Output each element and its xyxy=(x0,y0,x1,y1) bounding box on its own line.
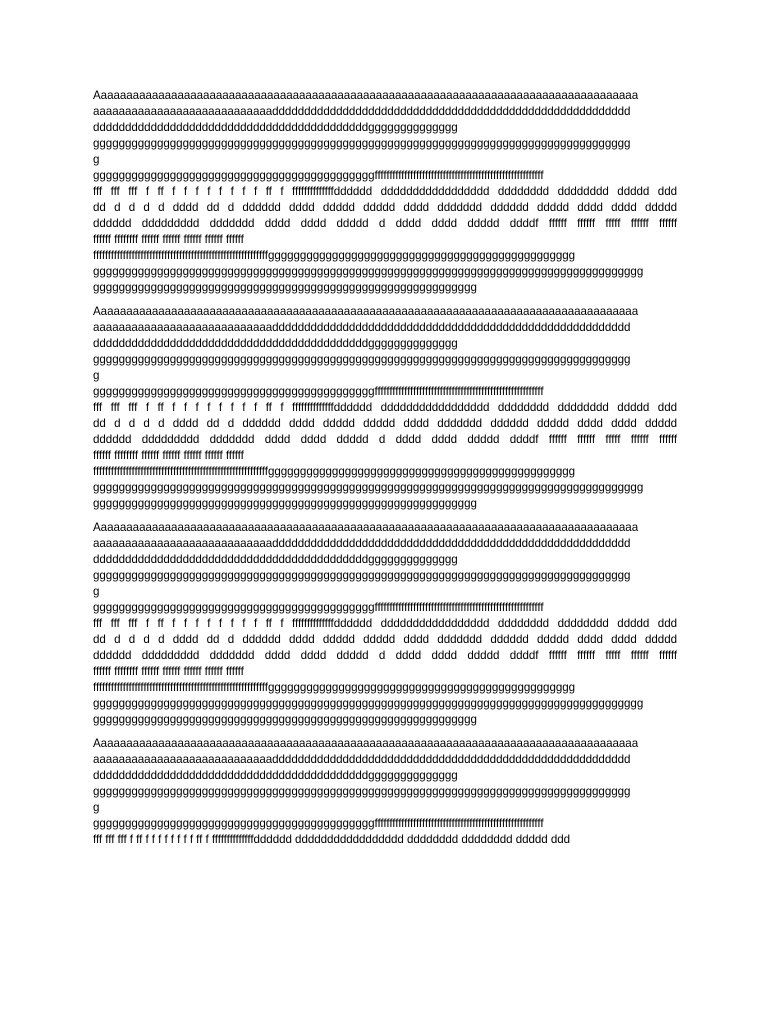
text-line: ggggggggggggggggggggggggggggggggggggggggggggfffffffffffffffffffffffffffffffffffffffffffffffffffffffff xyxy=(93,169,544,182)
text-line: gggggggggggggggggggggggggggggggggggggggggggggggggggggggggggggggggggggggggggggggggggg xyxy=(93,785,631,798)
text-line: gggggggggggggggggggggggggggggggggggggggggggggggggggggggggggggggggggggggggggggggggggggg xyxy=(93,265,644,278)
text-line: fff fff fff f ff f f f f f f f f ff f ffffffffffffffdddddd ddddddddddddddddd dddddddd dddddddd ddddd ddd xyxy=(93,185,677,198)
text-line: ggggggggggggggggggggggggggggggggggggggggggggfffffffffffffffffffffffffffffffffffffffffffffffffffffffff xyxy=(93,601,544,614)
text-line: dddddddddddddddddddddddddddddddddddddddddddgggggggggggggg xyxy=(93,553,458,566)
paragraph xyxy=(93,736,677,848)
document-body[interactable] xyxy=(93,88,677,856)
text-line: ggggggggggggggggggggggggggggggggggggggggggggfffffffffffffffffffffffffffffffffffffffffffffffffffffffff xyxy=(93,385,544,398)
text-line: g xyxy=(93,801,100,814)
text-line: gggggggggggggggggggggggggggggggggggggggggggggggggggggggggggggggggggggggggggggggggggg xyxy=(93,569,631,582)
text-line: gggggggggggggggggggggggggggggggggggggggggggggggggggggggggggggggggggggggggggggggggggg xyxy=(93,137,631,150)
text-line: aaaaaaaaaaaaaaaaaaaaaaaaaaaadddddddddddddddddddddddddddddddddddddddddddddddddddddddd xyxy=(93,753,631,766)
text-line: aaaaaaaaaaaaaaaaaaaaaaaaaaaadddddddddddddddddddddddddddddddddddddddddddddddddddddddd xyxy=(93,537,631,550)
paragraph xyxy=(93,520,677,728)
text-line: fffffffffffffffffffffffffffffffffffffffffffffffffffffffffffgggggggggggggggggggggggggggggggggggggggggggggggg xyxy=(93,681,576,694)
text-line: gggggggggggggggggggggggggggggggggggggggggggggggggggggggggggg xyxy=(93,497,477,510)
text-line: dddddd ddddddddd ddddddd dddd dddd ddddd d dddd dddd ddddd ddddf ffffff ffffff fffff ffffff ffffff xyxy=(93,217,677,230)
text-line: ffffff ffffffff ffffff ffffff ffffff ffffff ffffff xyxy=(93,449,244,462)
text-line: g xyxy=(93,585,100,598)
text-line: dddddd ddddddddd ddddddd dddd dddd ddddd d dddd dddd ddddd ddddf ffffff ffffff fffff ffffff ffffff xyxy=(93,433,677,446)
text-line: gggggggggggggggggggggggggggggggggggggggggggggggggggggggggggggggggggggggggggggggggggggg xyxy=(93,481,644,494)
text-line: gggggggggggggggggggggggggggggggggggggggggggggggggggggggggggggggggggggggggggggggggggg xyxy=(93,353,631,366)
text-line: aaaaaaaaaaaaaaaaaaaaaaaaaaaadddddddddddddddddddddddddddddddddddddddddddddddddddddddd xyxy=(93,321,631,334)
text-line: Aaaaaaaaaaaaaaaaaaaaaaaaaaaaaaaaaaaaaaaaaaaaaaaaaaaaaaaaaaaaaaaaaaaaaaaaaaaaaaaaaaaaa xyxy=(93,305,639,318)
text-line: dddddddddddddddddddddddddddddddddddddddddddgggggggggggggg xyxy=(93,121,458,134)
text-line: dd d d d d dddd dd d dddddd dddd ddddd ddddd dddd ddddddd dddddd ddddd dddd dddd ddddd xyxy=(93,633,677,646)
text-line: fff fff fff f ff f f f f f f f f ff f ffffffffffffffdddddd ddddddddddddddddd dddddddd dddddddd ddddd ddd xyxy=(93,833,571,846)
text-line: aaaaaaaaaaaaaaaaaaaaaaaaaaaadddddddddddddddddddddddddddddddddddddddddddddddddddddddd xyxy=(93,105,631,118)
text-line: dd d d d d dddd dd d dddddd dddd ddddd ddddd dddd ddddddd dddddd ddddd dddd dddd ddddd xyxy=(93,417,677,430)
text-line: g xyxy=(93,369,100,382)
text-line: g xyxy=(93,153,100,166)
text-line: ggggggggggggggggggggggggggggggggggggggggggggfffffffffffffffffffffffffffffffffffffffffffffffffffffffff xyxy=(93,817,544,830)
text-line: ffffff ffffffff ffffff ffffff ffffff ffffff ffffff xyxy=(93,665,244,678)
text-line: dddddddddddddddddddddddddddddddddddddddddddgggggggggggggg xyxy=(93,337,458,350)
paragraph xyxy=(93,304,677,512)
text-line: Aaaaaaaaaaaaaaaaaaaaaaaaaaaaaaaaaaaaaaaaaaaaaaaaaaaaaaaaaaaaaaaaaaaaaaaaaaaaaaaaaaaaa xyxy=(93,737,639,750)
text-line: Aaaaaaaaaaaaaaaaaaaaaaaaaaaaaaaaaaaaaaaaaaaaaaaaaaaaaaaaaaaaaaaaaaaaaaaaaaaaaaaaaaaaa xyxy=(93,521,639,534)
text-line: ffffff ffffffff ffffff ffffff ffffff ffffff ffffff xyxy=(93,233,244,246)
text-line: dd d d d d dddd dd d dddddd dddd ddddd ddddd dddd ddddddd dddddd ddddd dddd dddd ddddd xyxy=(93,201,677,214)
text-line: dddddd ddddddddd ddddddd dddd dddd ddddd d dddd dddd ddddd ddddf ffffff ffffff fffff ffffff ffffff xyxy=(93,649,677,662)
text-line: fff fff fff f ff f f f f f f f f ff f ffffffffffffffdddddd ddddddddddddddddd dddddddd dddddddd ddddd ddd xyxy=(93,617,677,630)
text-line: fffffffffffffffffffffffffffffffffffffffffffffffffffffffffffgggggggggggggggggggggggggggggggggggggggggggggggg xyxy=(93,249,576,262)
text-line: dddddddddddddddddddddddddddddddddddddddddddgggggggggggggg xyxy=(93,769,458,782)
text-line: fff fff fff f ff f f f f f f f f ff f ffffffffffffffdddddd ddddddddddddddddd dddddddd dddddddd ddddd ddd xyxy=(93,401,677,414)
paragraph xyxy=(93,88,677,296)
text-line: fffffffffffffffffffffffffffffffffffffffffffffffffffffffffffgggggggggggggggggggggggggggggggggggggggggggggggg xyxy=(93,465,576,478)
text-line: gggggggggggggggggggggggggggggggggggggggggggggggggggggggggggggggggggggggggggggggggggggg xyxy=(93,697,644,710)
text-line: Aaaaaaaaaaaaaaaaaaaaaaaaaaaaaaaaaaaaaaaaaaaaaaaaaaaaaaaaaaaaaaaaaaaaaaaaaaaaaaaaaaaaa xyxy=(93,89,639,102)
text-line: gggggggggggggggggggggggggggggggggggggggggggggggggggggggggggg xyxy=(93,713,477,726)
text-line: gggggggggggggggggggggggggggggggggggggggggggggggggggggggggggg xyxy=(93,281,477,294)
